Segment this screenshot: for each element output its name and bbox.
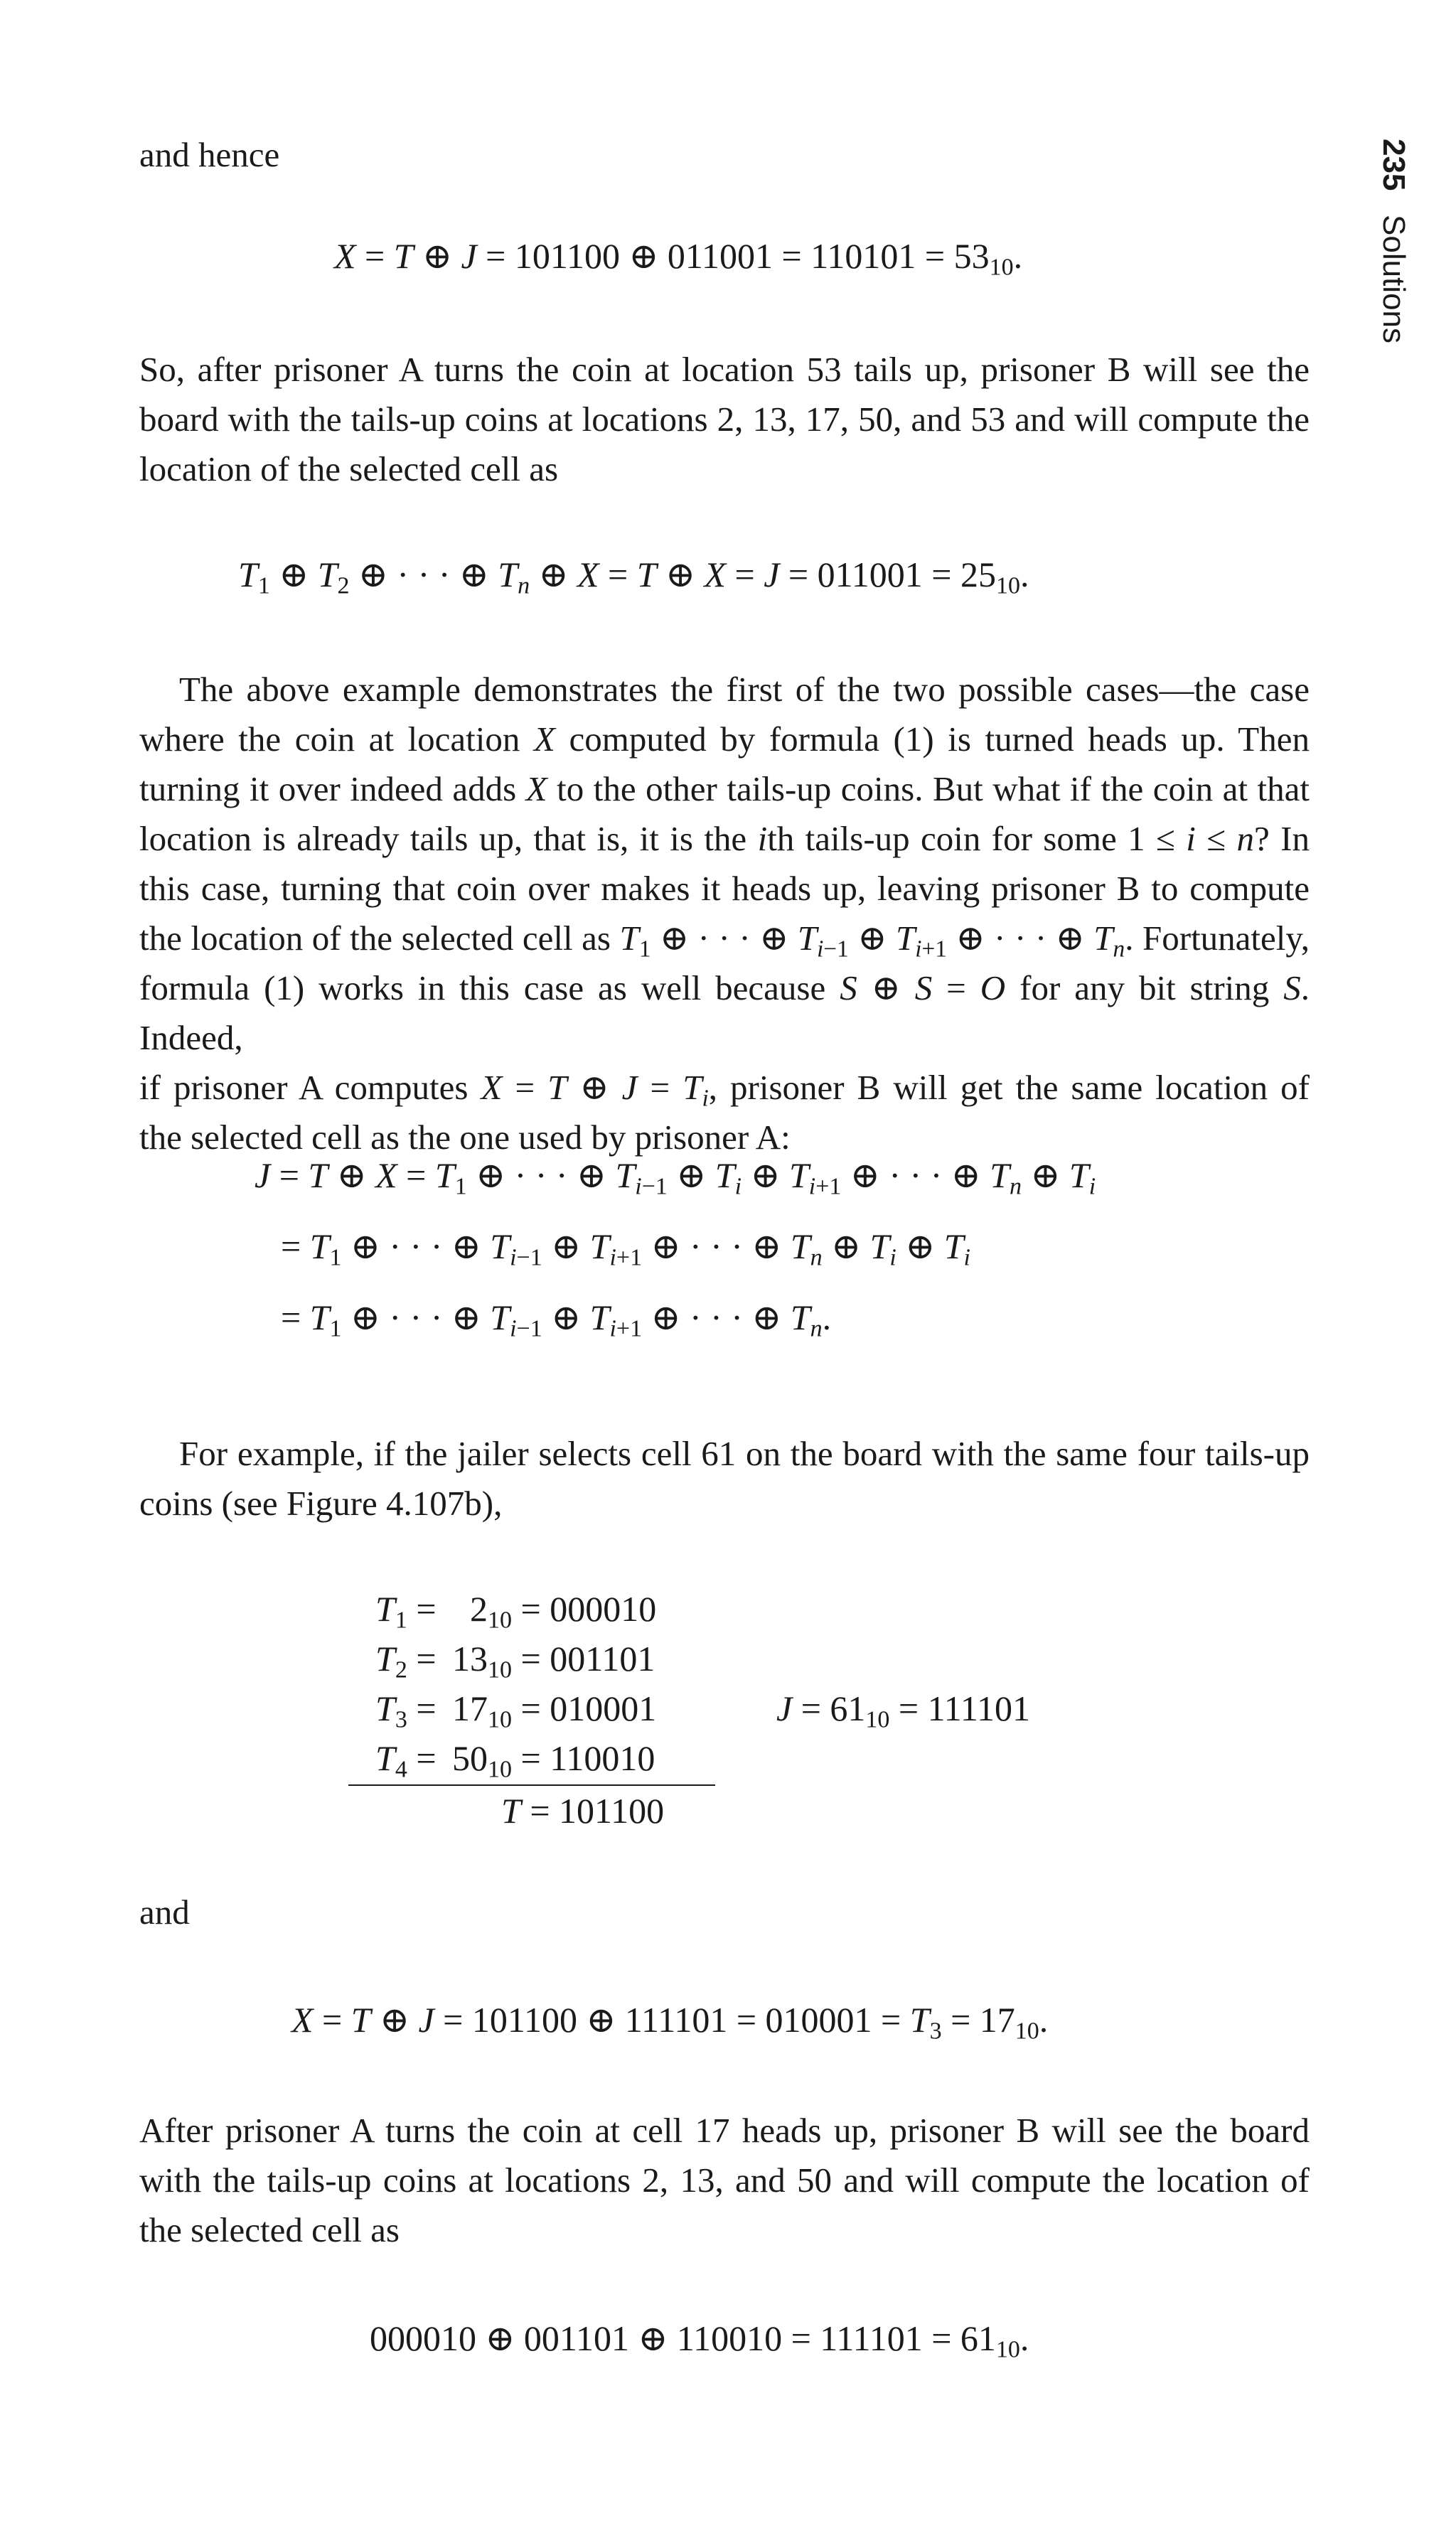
text-line: formula (1) works in this case as well because S ⊕ S = O for any bit string S. Indeed, bbox=[139, 968, 1310, 1057]
paragraph-cell-17 bbox=[139, 2106, 1310, 2255]
text-line: if prisoner A computes X = T ⊕ $J = T_i$, prisoner B will get the same location of bbox=[139, 1068, 1310, 1112]
equation-derivation-line1: J = T ⊕ $X = T_1$ ⊕ · · · ⊕ $T_{i-1}$ ⊕ $T_i$ ⊕ $T_{i+1}$ ⊕ · · · ⊕ $T_n$ ⊕ $T_i$ bbox=[255, 1155, 1096, 1200]
paragraph-after-turn bbox=[139, 345, 1310, 494]
text-line: with the tails-up coins at locations 2, 13, and 50 and will compute the location of bbox=[139, 2161, 1310, 2200]
text-line: The above example demonstrates the first of the two possible cases—the case bbox=[179, 670, 1310, 709]
text-line: this case, turning that coin over makes it heads up, leaving prisoner B to compute bbox=[139, 869, 1310, 908]
page-number: 235 bbox=[1376, 139, 1411, 191]
paragraph-and-hence bbox=[139, 130, 1310, 180]
text-line: board with the tails-up coins at locations 2, 13, 17, 50, and 53 and will compute the bbox=[139, 400, 1310, 439]
text-line: the selected cell as bbox=[139, 2210, 400, 2249]
paragraph-cell-61-example bbox=[139, 1429, 1310, 1529]
text-line: location is already tails up, that is, it is the ith tails-up coin for some 1 ≤ i ≤ n? In bbox=[139, 819, 1310, 858]
equation-derivation-line2: = $T_1$ ⊕ · · · ⊕ $T_{i-1}$ ⊕ $T_{i+1}$ ⊕ · · · ⊕ $T_n$ ⊕ $T_i$ ⊕ $T_i$ bbox=[281, 1226, 970, 1271]
text-line: For example, if the jailer selects cell 61 on the board with the same four tails-up bbox=[179, 1434, 1310, 1473]
text-line: coins (see Figure 4.107b), bbox=[139, 1484, 503, 1523]
table-row: $T_4 = 50_{10} = 110010$ bbox=[375, 1738, 655, 1783]
table-row: $T_1 = 2_{10} = 000010$ bbox=[375, 1589, 657, 1634]
text-line: After prisoner A turns the coin at cell 17 heads up, prisoner B will see the board bbox=[139, 2111, 1310, 2150]
equation-x-computation: X = T ⊕ J = 101100 ⊕ $011001 = 110101 = 53_{10}$. bbox=[334, 236, 1023, 281]
table-total-row: T = 101100 bbox=[501, 1791, 665, 1831]
table-row: $T_2 = 13_{10} = 001101$ bbox=[375, 1639, 655, 1683]
paragraph-example-cases bbox=[139, 665, 1310, 1162]
equation-derivation-line3: = $T_1$ ⊕ · · · ⊕ $T_{i-1}$ ⊕ $T_{i+1}$ ⊕ · · · ⊕ $T_n$. bbox=[281, 1297, 832, 1342]
text-line: and bbox=[139, 1892, 190, 1932]
equation-x-t3: X = T ⊕ J = 101100 ⊕ $111101 = 010001 = T_3 = 17_{10}$. bbox=[291, 2000, 1049, 2045]
text-line: and hence bbox=[139, 135, 280, 174]
section-title: Solutions bbox=[1376, 215, 1411, 344]
text-line: So, after prisoner A turns the coin at location 53 tails up, prisoner B will see the bbox=[139, 350, 1310, 389]
j-value: $J = 61_{10} = 111101$ bbox=[776, 1688, 1031, 1733]
text-line: the selected cell as the one used by prisoner A: bbox=[139, 1118, 791, 1157]
running-head bbox=[1376, 139, 1411, 343]
text-line: where the coin at location X computed by formula (1) is turned heads up. Then bbox=[139, 719, 1310, 759]
text-line: the location of the selected cell as $T_1$ ⊕ · · · ⊕ $T_{i-1}$ ⊕ $T_{i+1}$ ⊕ · · · ⊕ $T_n$. Fortunately, bbox=[139, 919, 1310, 963]
paragraph-and bbox=[139, 1888, 1310, 1937]
text-line: location of the selected cell as bbox=[139, 449, 559, 488]
equation-prisoner-b: $T_1$ ⊕ $T_2$ ⊕ · · · ⊕ $T_n$ ⊕ X = T ⊕ $X = J = 011001 = 25_{10}$. bbox=[238, 555, 1029, 599]
equation-final: 000010 ⊕ 001101 ⊕ $110010 = 111101 = 61_{10}$. bbox=[370, 2318, 1029, 2363]
text-line: turning it over indeed adds X to the other tails-up coins. But what if the coin at that bbox=[139, 769, 1310, 808]
table-row: $T_3 = 17_{10} = 010001$ bbox=[375, 1688, 657, 1733]
